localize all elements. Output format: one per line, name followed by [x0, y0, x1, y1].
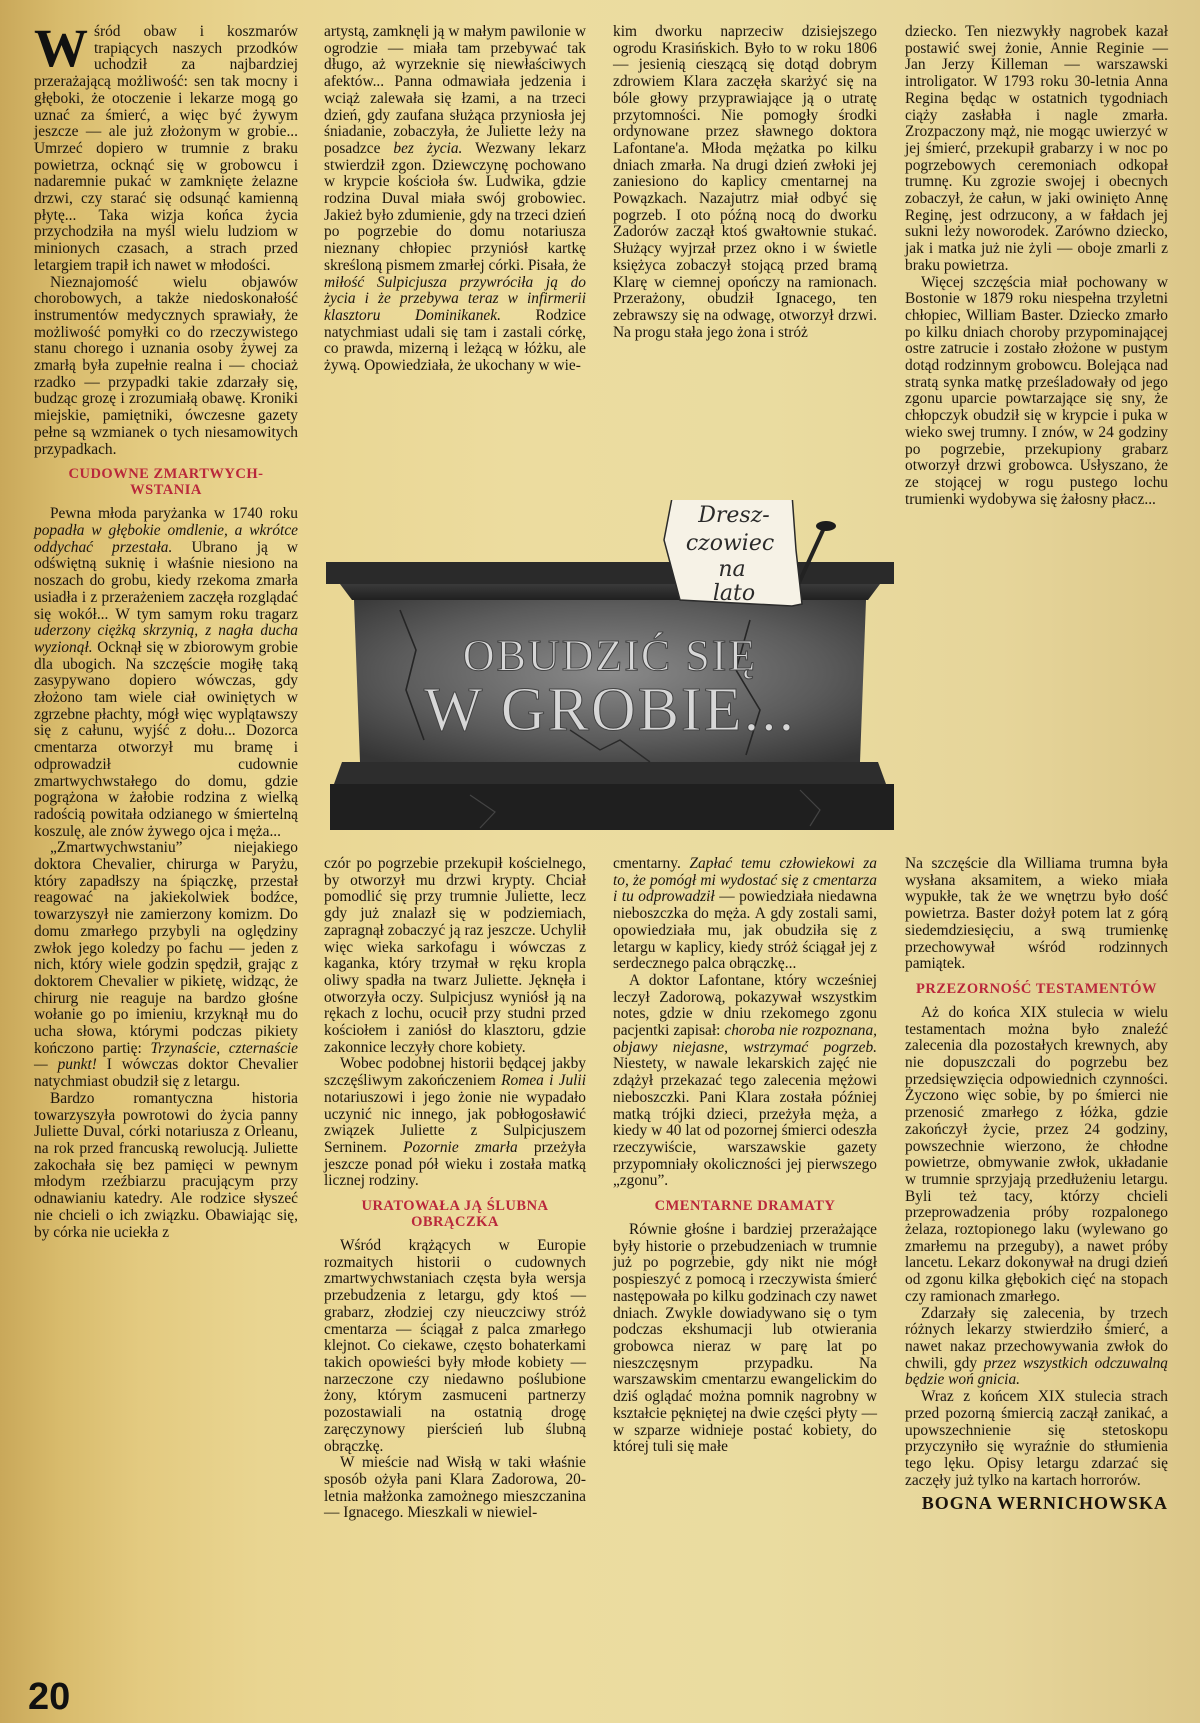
paragraph: Wobec podobnej historii będącej jakby szczęśliwym zakończeniem Romea i Julii notariuszowi i jego żonie nie wypadało uczynić nic innego, jak pobłogosławić związek Juliette z Sulpicjuszem Serninem. Pozornie zmarła przeżyła jeszcze ponad pół wieku i została matką licznej rodziny.	[324, 1055, 587, 1190]
subheading: CUDOWNE ZMARTWYCH-WSTANIA	[68, 466, 264, 499]
paragraph: Na szczęście dla Williama trumna była wysłana aksamitem, a wieko miała wypukłe, tak że we wnętrzu było dość powietrza. Baster dożył potem lat z górą siedemdziesięciu, a swą trumienkę przechowywał wśród rodzinnych pamiątek.	[905, 855, 1168, 973]
paragraph: „Zmartwychwstaniu” niejakiego doktora Chevalier, chirurga w Paryżu, który zapadłszy na śpiączkę, przestał reagować na jakiekolwiek bodźce, towarzyszył nie zamierzony komizm. Do domu zmarłego przybyli na oględziny zwłok jego koledzy po fachu — jeden z nich, który wiele godzin spędził, grając z doktorem Chevalier w pikietę, widząc, że chirurg nie reaguje na bardzo głośne wołanie go po imieniu, krzyknął mu do ucha słowa, którymi podczas pikiety kończono partię: Trzynaście, czternaście — punkt! I wówczas doktor Chevalier natychmiast obudził się z letargu.	[34, 839, 299, 1091]
paragraph: cmentarny. Zapłać temu człowiekowi za to, że pomógł mi wydostać się z cmentarza i tu odprowadził — powiedziała niedawna nieboszczka do męża. A gdy zostali sami, opowiedziała mu, jak obudziła się z letargu w kaplicy, kiedy stróż ściągał jej z serdecznego palca obrączkę...	[613, 855, 877, 973]
paragraph: Pewna młoda paryżanka w 1740 roku popadła w głębokie omdlenie, a wkrótce oddychać przestała. Ubrano ją w odświętną suknię i właśnie niesiono na noszach do grobu, kiedy rzekoma zmarła usiadła i z przerażeniem zaczęła rozglądać się wokół... W tym samym roku tragarz uderzony ciężką skrzynią, z nagła ducha wyzionął. Ocknął się w zbiorowym grobie dla ubogich. Na szczęście mogiłę taką zasypywano dopiero wówczas, gdy złożono tam wiele ciał owiniętych w zgrzebne płachty, mógł więc wyplątawszy się z całunu, wyjść z dołu... Dozorca cmentarza otworzył mu bramę i odprowadził cudownie zmartwychwstałego do domu, gdzie pogrążona w żałobie rodzina z wielką radością powitała odzianego w śmiertelną koszulę, ale znów żywego ojca i męża...	[34, 505, 299, 840]
intro-paragraph: Wśród obaw i koszmarów trapiących naszych przodków uchodził za najbardziej przerażającą możliwość: sen tak mocny i głęboki, że otoczenie i lekarze mogą go uznać za śmierć, a więc być żywym jeszcze — ale już złożonym w grobie... Umrzeć dopiero w trumnie z braku powietrza, ocknąć się w grobowcu i nadaremnie pukać w zamknięte żelazne drzwi, czy starać się odsunąć kamienną płytę... Taka wizja końca życia przychodziła na myśl wielu ludziom w minionych czasach, a strach przed letargiem trapił ich nawet w młodości.	[34, 18, 298, 274]
paper-note	[664, 500, 802, 606]
paragraph: kim dworku naprzeciw dzisiejszego ogrodu Krasińskich. Było to w roku 1806 — jesienią cieszącą się dotąd dobrym zdrowiem Klara zaczęła skarżyć się na bóle głowy przyprawiające ją o utratę przytomności. Nie pomogły środki ordynowane przez sławnego doktora Lafontane'a. Młoda mężatka po kilku dniach zmarła. Na drugi dzień zwłoki jej zaniesiono do kaplicy cmentarnej na Powązkach. Nazajutrz miał odbyć się pogrzeb. I oto późną nocą do dworku Zadorów zaczął ktoś gwałtownie stukać. Służący wyjrzał przez okno i w świetle księżyca zobaczył stojącą przed bramą Klarę w ciemnej opończy na ramionach. Przerażony, obudził Ignacego, ten zebrawszy się na odwagę, otworzył drzwi. Na progu stała jego żona i stróż	[613, 23, 877, 341]
paragraph: Bardzo romantyczna historia towarzyszyła powrotowi do życia panny Juliette Duval, córki notariusza z Orleanu, na rok przed francuską rewolucją. Juliette zakochała się bez pamięci w pewnym młodym rzeźbiarzu pracującym przy odnawianiu katedry. Ale rodzice słyszeć nie chcieli o ich związku. Obawiając się, by córka nie uciekła z	[34, 1089, 298, 1241]
subheading: CMENTARNE DRAMATY	[654, 1198, 836, 1215]
tombstone-title-line-2: W GROBIE...	[423, 676, 797, 744]
paragraph: Aż do końca XIX stulecia w wielu testamentach można było znaleźć zalecenia dla pozostałych krewnych, aby nie dopuszczali do pogrzebu bez przedsięwzięcia odpowiednich czynności. Życzono więc sobie, by po śmierci nie przenosić zmarłego z łóżka, gdzie zakończył życie, przez 24 godziny, powszechnie wierzono, że chłodne powietrze, obmywanie zwłok, układanie w trumnie sprzyjają przedłużeniu letargu. Byli też tacy, którzy chcieli przeprowadzenia próby rozpalonego żelaza, roztopionego laku (wylewano go zmarłemu na przeguby), a nawet próby lancetu. Lekarz dokonywał na drugi dzień od zgonu kilka głębokich cięć na stopach czy ramionach zmarłego.	[905, 1003, 1168, 1305]
author-signature: BOGNA WERNICHOWSKA	[921, 1493, 1168, 1514]
tombstone-title-line-1: OBUDZIĆ SIĘ	[462, 631, 758, 680]
article-column-3-top	[613, 24, 877, 341]
tombstone-illustration	[320, 500, 900, 840]
article-column-2-bottom	[324, 856, 586, 1522]
subheading: URATOWAŁA JĄ ŚLUBNA OBRĄCZKA	[361, 1198, 549, 1231]
paragraph: artystą, zamknęli ją w małym pawilonie w ogrodzie — miała tam przebywać tak długo, aż wyrzeknie się niewłaściwych afektów... Panna odmawiała jedzenia i wciąż zalewała się łzami, a na trzeci dzień, gdy zaufana służąca przyniosła jej śniadanie, zobaczyła, że Juliette leży na posadzce bez życia. Wezwany lekarz stwierdził zgon. Dziewczynę pochowano w krypcie kościoła św. Ludwika, gdzie rodzina Duval miała swój grobowiec. Jakież było zdumienie, gdy na trzeci dzień po pogrzebie do domu notariusza nieznany chłopiec przyniósł kartkę skreśloną pismem zmarłej córki. Pisała, że miłość Sulpicjusza przywróciła ją do życia i że przebywa teraz w infirmerii klasztoru Dominikanek. Rodzice natychmiast udali się tam i zastali córkę, co prawda, mizerną i leżącą w łóżku, ale żywą. Opowiedziała, że ukochany w wie-	[324, 23, 586, 375]
article-column-1	[34, 18, 299, 1241]
subheading: PRZEZORNOŚĆ TESTAMENTÓW	[916, 980, 1157, 997]
article-column-4-bottom	[905, 856, 1168, 1512]
paragraph: Zdarzały się zalecenia, by trzech różnych lekarzy stwierdziło śmierć, a nawet nakaz przechowywania zwłok do chwili, gdy przez wszystkich odczuwalną będzie woń gnicia.	[905, 1304, 1168, 1389]
article-column-3-bottom	[613, 856, 877, 1456]
article-column-2-top	[324, 24, 586, 375]
paragraph: W mieście nad Wisłą w taki właśnie sposób ożyła pani Klara Zadorowa, 20-letnia małżonka zamożnego mieszczanina — Ignacego. Mieszkali w niewiel-	[324, 1454, 586, 1522]
paragraph: czór po pogrzebie przekupił kościelnego, by otworzył mu drzwi krypty. Chciał pomodlić się przy trumnie Juliette, lecz gdy już znalazł się w podziemiach, zapragnął zobaczyć ją raz jeszcze. Uchylił więc wieka sarkofagu i wówczas z kaganka, który trzymał w ręku kropla oliwy spadła na twarz Juliette. Jęknęła i otworzyła oczy. Sulpicjusz wyniósł ją na rękach z lochu, ocucił przy studni przed kościołem i zaniósł do klasztoru, gdzie zakonnice leczyły chore kobiety.	[324, 855, 586, 1056]
paragraph: dziecko. Ten niezwykły nagrobek kazał postawić swej żonie, Annie Reginie — Jan Jerzy Killeman — warszawski introligator. W 1793 roku 30-letnia Anna Regina będąc w ostatnich tygodniach ciąży zasłabła i nagle zmarła. Zrozpaczony mąż, nie mogąc uwierzyć w jej śmierć, przekupił grabarzy i w noc po pogrzebowych ceremoniach odkopał trumnę. Ku zgrozie swojej i obecnych zobaczył, że całun, w jaki owinięto Annę Reginę, jest odrzucony, a w fałdach jej sukni leży noworodek. Zarówno dziecko, jak i matka już nie żyli — oboje zmarli z braku powietrza.	[905, 23, 1168, 274]
page-number: 20	[28, 1676, 71, 1718]
article-column-4-top	[905, 24, 1168, 508]
paragraph: Nieznajomość wielu objawów chorobowych, a także niedoskonałość instrumentów medycznych sprawiały, że możliwość pomyłki co do rzeczywistego stanu chorego i uznania osoby żywej za zmarłą była zupełnie realna i — chociaż rzadko — przypadki takie zdarzały się, budząc grozę i zrozumiałą obawę. Kroniki miejskie, pamiętniki, ówczesne gazety pełne są wzmianek o tych niesamowitych przypadkach.	[34, 273, 298, 458]
paragraph: Wśród krążących w Europie rozmaitych historii o cudownych zmartwychwstaniach częsta była wersja przebudzenia z letargu, gdy ktoś — grabarz, złodziej czy nieuczciwy stróż cmentarza — ściągał z palca zmarłego klejnot. Co ciekawe, często bohaterkami takich opowieści były młode kobiety — narzeczone czy niedawno poślubione żony, którym zasmuceni partnerzy pozostawiali na ostatnią drogę zaręczynowy pierścień lub ślubną obrączkę.	[324, 1237, 586, 1455]
paragraph: Więcej szczęścia miał pochowany w Bostonie w 1879 roku niespełna trzyletni chłopiec, William Baster. Dziecko zmarło po kilku dniach choroby przypominającej ostre zatrucie i zostało złożone w pustym dotąd rodzinnym grobowcu. Bolejąca nad stratą synka matkę prześladowały od jego zgonu uparcie powtarzające się sny, że chłopczyk obudził się w krypcie i puka w wieko swej trumny. I znów, w 24 godziny po pogrzebie, przekupiony grabarz otworzył drzwi grobowca. Usłyszano, że ze stojącej w rogu pustego lochu trumienki wydobywa się żałosny płacz...	[905, 273, 1168, 508]
paragraph: Równie głośne i bardziej przerażające były historie o przebudzeniach w trumnie już po pogrzebie, gdy nikt nie mógł pospieszyć z pomocą i rzeczywista śmierć następowała po kilku godzinach czy nawet dniach. Zwykle dowiadywano się o tym podczas ekshumacji lub otwierania grobowca nieraz w parę lat po nieszczęsnym przypadku. Na warszawskim cmentarzu ewangelickim do dziś oglądać można pomnik nagrobny w kształcie pękniętej na dwie części płyty — w szparze widnieje postać kobiety, do której tuli się małe	[613, 1221, 877, 1456]
drop-cap: W	[34, 18, 88, 78]
paragraph: Wraz z końcem XIX stulecia strach przed pozorną śmiercią zaczął zanikać, a upowszechnienie się stetoskopu przyczyniło się wyraźnie do stłumienia tego lęku. Opisy letargu zdarzać się zaczęły już tylko na kartach horrorów.	[905, 1388, 1168, 1489]
note-line-3: na	[718, 557, 746, 582]
paragraph: A doktor Lafontane, który wcześniej leczył Zadorową, pokazywał wszystkim notes, gdzie w dniu rzekomego zgonu pacjentki zapisał: choroba nie rozpoznana, objawy niejasne, wstrzymać pogrzeb. Niestety, w nawale lekarskich zajęć nie zdążył przekazać tego zalecenia mężowi nieboszczki. Pani Klara została później matką trójki dzieci, przeżyła męża, a kiedy w 40 lat od pozornej śmierci odeszła rzeczywiście, warszawskie gazety przypomniały okoliczności jej pierwszego „zgonu”.	[613, 971, 877, 1190]
note-line-4: lato	[712, 581, 756, 606]
note-line-1: Dresz-	[698, 503, 770, 528]
note-line-2: czowiec	[685, 531, 775, 556]
